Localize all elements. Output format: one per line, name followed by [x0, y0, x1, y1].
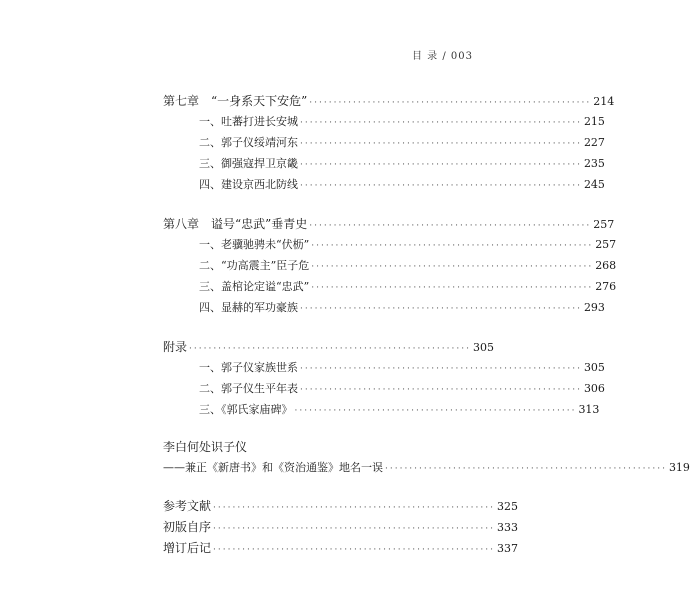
toc-entry: [163, 338, 494, 356]
toc-entry-title: 一、老骥驰骋未“伏枥”: [199, 238, 310, 251]
toc-entry-page: 215: [583, 115, 605, 128]
toc-entry: [163, 215, 615, 233]
dot-leader: ··························································: [300, 160, 582, 170]
toc-entry-page: 305: [472, 341, 494, 354]
dot-leader: ··························································: [309, 221, 592, 231]
toc-entry: [199, 155, 605, 173]
toc-entry-title: 三、《郭氏家庙碑》: [199, 403, 293, 416]
toc-entry-title: 二、“功高震主”臣子危: [199, 259, 310, 272]
toc-entry-page: 245: [583, 178, 605, 191]
toc-entry: [199, 113, 605, 131]
toc-entry-title: 四、建设京西北防线: [199, 178, 298, 191]
toc-entry-title: 初版自序: [163, 520, 212, 534]
dot-leader: ··························································: [300, 364, 582, 374]
dot-leader: ··························································: [294, 406, 577, 416]
toc-entry-page: 214: [593, 95, 615, 108]
toc-entry-page: 235: [583, 157, 605, 170]
toc-entry-title: 参考文献: [163, 499, 212, 513]
dot-leader: ··························································: [385, 464, 667, 474]
toc-entry-title: 二、郭子仪生平年表: [199, 382, 298, 395]
toc-entry: [199, 176, 605, 194]
toc-entry-title: 一、吐蕃打进长安城: [199, 115, 298, 128]
dot-leader: ··························································: [311, 241, 594, 251]
toc-entry: [199, 257, 617, 275]
toc-entry-title: 三、盖棺论定谥“忠武”: [199, 280, 310, 293]
toc-entry-title: 第七章 “一身系天下安危”: [163, 94, 308, 108]
dot-leader: ··························································: [213, 503, 495, 513]
toc-entry-page: 306: [583, 382, 605, 395]
toc-entry-title: 一、郭子仪家族世系: [199, 361, 298, 374]
dot-leader: ··························································: [300, 304, 582, 314]
toc-entry-page: 268: [595, 259, 617, 272]
toc-entry-title: 第八章 谥号“忠武”垂青史: [163, 217, 308, 231]
toc-entry-title: 三、御强寇捍卫京畿: [199, 157, 298, 170]
toc-entry-page: 319: [668, 461, 690, 474]
toc-entry-page: 305: [583, 361, 605, 374]
dot-leader: ··························································: [309, 98, 592, 108]
toc-entry: [163, 459, 690, 477]
toc-entry-page: 333: [496, 521, 518, 534]
dot-leader: ··························································: [311, 283, 594, 293]
toc-entry: [199, 401, 600, 419]
running-head: 目 录 / 003: [412, 51, 473, 62]
toc-entry: [199, 134, 605, 152]
toc-entry: [163, 539, 518, 557]
toc-entry: [163, 497, 518, 515]
toc-entry: [199, 380, 605, 398]
toc-entry: [199, 236, 617, 254]
toc-entry-title: 二、郭子仪绥靖河东: [199, 136, 298, 149]
toc-entry-page: 227: [583, 136, 605, 149]
toc-entry-page: 325: [496, 500, 518, 513]
toc-entry-title: ——兼正《新唐书》和《资治通鉴》地名一误: [163, 461, 383, 474]
toc-entry-title: 附录: [163, 340, 188, 354]
toc-entry-page: 313: [578, 403, 600, 416]
toc-entry-page: 276: [595, 280, 617, 293]
dot-leader: ··························································: [300, 385, 582, 395]
toc-entry-title: 四、显赫的军功豪族: [199, 301, 298, 314]
toc-entry: [199, 359, 605, 377]
toc-entry-page: 257: [593, 218, 615, 231]
toc-entry-page: 293: [583, 301, 605, 314]
toc-entry-page: 257: [595, 238, 617, 251]
dot-leader: ··························································: [189, 344, 471, 354]
toc-entry-page: 337: [496, 542, 518, 555]
dot-leader: ··························································: [300, 118, 582, 128]
dot-leader: ··························································: [300, 181, 582, 191]
toc-entry: [199, 299, 605, 317]
toc-entry-title: 增订后记: [163, 541, 212, 555]
dot-leader: ··························································: [311, 262, 594, 272]
dot-leader: ··························································: [300, 139, 582, 149]
toc-entry: [163, 518, 518, 536]
dot-leader: ··························································: [213, 545, 495, 555]
toc-entry-title: 李白何处识子仪: [163, 440, 248, 454]
toc-entry-heading: [163, 438, 466, 456]
toc-entry: [199, 278, 617, 296]
toc-entry: [163, 92, 615, 110]
dot-leader: ··························································: [213, 524, 495, 534]
